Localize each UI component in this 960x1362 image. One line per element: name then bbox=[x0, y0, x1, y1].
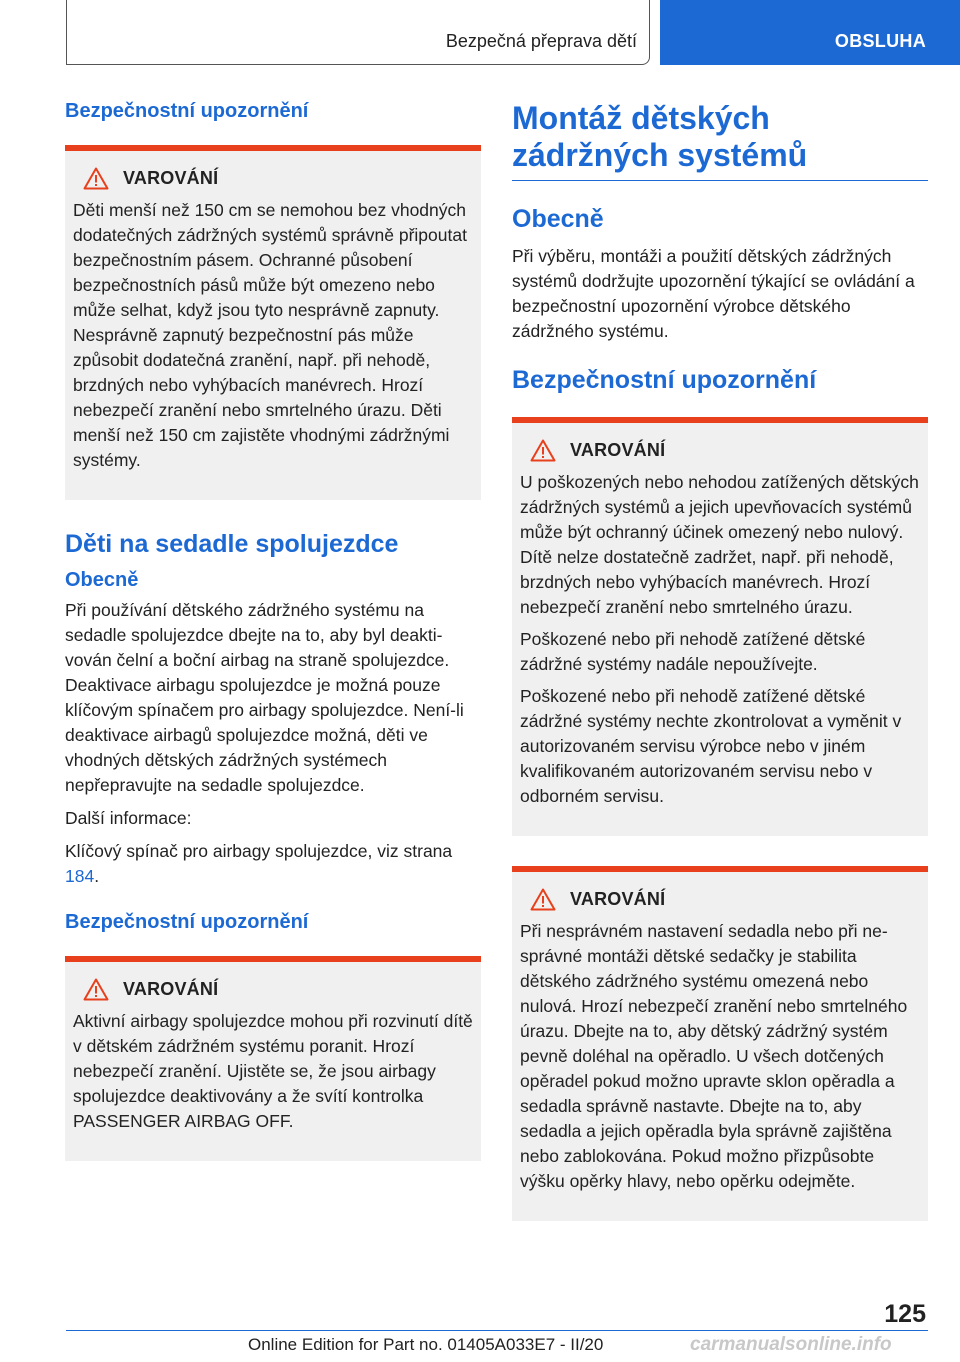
warning-title: VAROVÁNÍ bbox=[123, 168, 219, 188]
header-section-box bbox=[66, 0, 650, 65]
warning-text: Děti menší než 150 cm se nemohou bez vhodných dodatečných zádržných systémů správně připoutat bezpečnostním pásem. Ochranné působení bezpečnostních pásů může být omezeno nebo může selhat, když jsou tyto nesprávně zapnuty. Nesprávně zapnutý bezpečnostní pás může způsobit dodatečná zranění, např. při nehodě, brzdných nebo vyhýbacích manévrech. Hrozí nebezpečí zranění nebo smrtelného úrazu. Děti menší než 150 cm zajistěte vhodnými zádržnými systémy. bbox=[73, 200, 467, 470]
heading-passenger-seat: Děti na sedadle spolujezdce bbox=[65, 530, 399, 558]
paragraph: Při používání dětského zádržného systému na sedadle spolujezdce dbejte na to, aby byl deaktivován čelní a boční airbag na straně spolujezdce. Deaktivace airbagu spolujezdce je možná pouze klíčovým spínačem pro airbagy spolujezdce. Není-li deaktivace airbagů spolujezdce možná, děti ve vhodných dětských zádržných systémech nepřepravujte na sedadle spolujezdce. bbox=[65, 600, 464, 795]
warning-text: U poškozených nebo nehodou zatížených dětských zádržných systémů a jejich upevňovacích systémů může být ochranný účinek omezený nebo nulový. Dítě nelze dostatečně zadržet, např. při nehodě, brzdných nebo vyhýbacích manévrech. Hrozí nebezpečí zranění nebo smrtelného úrazu. bbox=[520, 472, 919, 617]
paragraph: Při výběru, montáži a použití dětských zádržných systémů dodržujte upozornění týkající se ovládání a bezpečnostní upozornění výrobce dětského zádržného systému. bbox=[512, 246, 915, 341]
reference-suffix: . bbox=[94, 866, 100, 886]
warning-triangle-icon bbox=[530, 888, 556, 911]
warning-box bbox=[65, 145, 481, 500]
warning-triangle-icon bbox=[83, 978, 109, 1001]
heading-mounting: Montáž dětských zádržných systémů bbox=[512, 100, 928, 181]
warning-title: VAROVÁNÍ bbox=[570, 440, 666, 460]
warning-title: VAROVÁNÍ bbox=[570, 889, 666, 909]
edition-text: Online Edition for Part no. 01405A033E7 - II/20 bbox=[248, 1335, 604, 1354]
paragraph-reference bbox=[65, 839, 481, 889]
warning-text: Při nesprávném nastavení sedadla nebo při nesprávné montáži dětské sedačky je stabilita dětského zádržného systému omezená nebo nulová. Hrozí nebezpečí zranění nebo smrtelného úrazu. Dbejte na to, aby dětský zádržný systém pevně doléhal na opěradlo. U všech dotčených opěradel pokud možno upravte sklon opěradla a sedadla správně nastavte. Dbejte na to, aby sedadla a jejich opěradla byla správně zajištěna nebo zablokována. Pokud možno přizpůsobte výšku opěrky hlavy, nebo opěrku odejměte. bbox=[520, 921, 908, 1191]
page-number: 125 bbox=[884, 1300, 926, 1328]
heading-general: Obecně bbox=[65, 569, 139, 591]
section-title: Bezpečná přeprava dětí bbox=[445, 31, 637, 51]
right-column bbox=[512, 100, 928, 1251]
heading-safety-notes: Bezpečnostní upozornění bbox=[512, 366, 817, 394]
heading-safety-notes: Bezpečnostní upozornění bbox=[65, 911, 309, 933]
warning-header bbox=[520, 888, 920, 911]
warning-header bbox=[73, 167, 473, 190]
warning-text: Poškozené nebo při nehodě zatížené dětské zádržné systémy nadále nepoužívejte. bbox=[520, 629, 866, 674]
warning-text: Poškozené nebo při nehodě zatížené dětské zádržné systémy nechte zkontrolovat a vyměnit v autorizovaném servisu výrobce nebo v jiném kvalifikovaném autorizovaném servisu nebo v odborném servisu. bbox=[520, 686, 902, 806]
warning-triangle-icon bbox=[530, 439, 556, 462]
footer-divider bbox=[66, 1330, 928, 1331]
warning-box bbox=[65, 956, 481, 1161]
warning-text: Aktivní airbagy spolujezdce mohou při rozvinutí dítě v dětském zádržném systému poranit. Hrozí nebezpečí zranění. Ujistěte se, že jsou airbagy spolujezdce deaktivovány a že svítí kontrolka PASSENGER AIRBAG OFF. bbox=[73, 1011, 473, 1131]
header-chapter-tab bbox=[660, 0, 960, 65]
chapter-title: OBSLUHA bbox=[834, 31, 926, 51]
warning-box bbox=[512, 417, 928, 836]
warning-title: VAROVÁNÍ bbox=[123, 979, 219, 999]
heading-general: Obecně bbox=[512, 205, 604, 233]
page-link[interactable]: 184 bbox=[65, 866, 95, 886]
watermark: carmanualsonline.info bbox=[690, 1334, 892, 1355]
heading-safety-notes: Bezpečnostní upozornění bbox=[65, 100, 309, 122]
reference-text: Klíčový spínač pro airbagy spolujezdce, viz strana bbox=[65, 841, 453, 861]
paragraph: Další informace: bbox=[65, 808, 192, 828]
warning-header bbox=[73, 978, 473, 1001]
warning-header bbox=[520, 439, 920, 462]
warning-triangle-icon bbox=[83, 167, 109, 190]
warning-box bbox=[512, 866, 928, 1221]
left-column bbox=[65, 100, 481, 1191]
